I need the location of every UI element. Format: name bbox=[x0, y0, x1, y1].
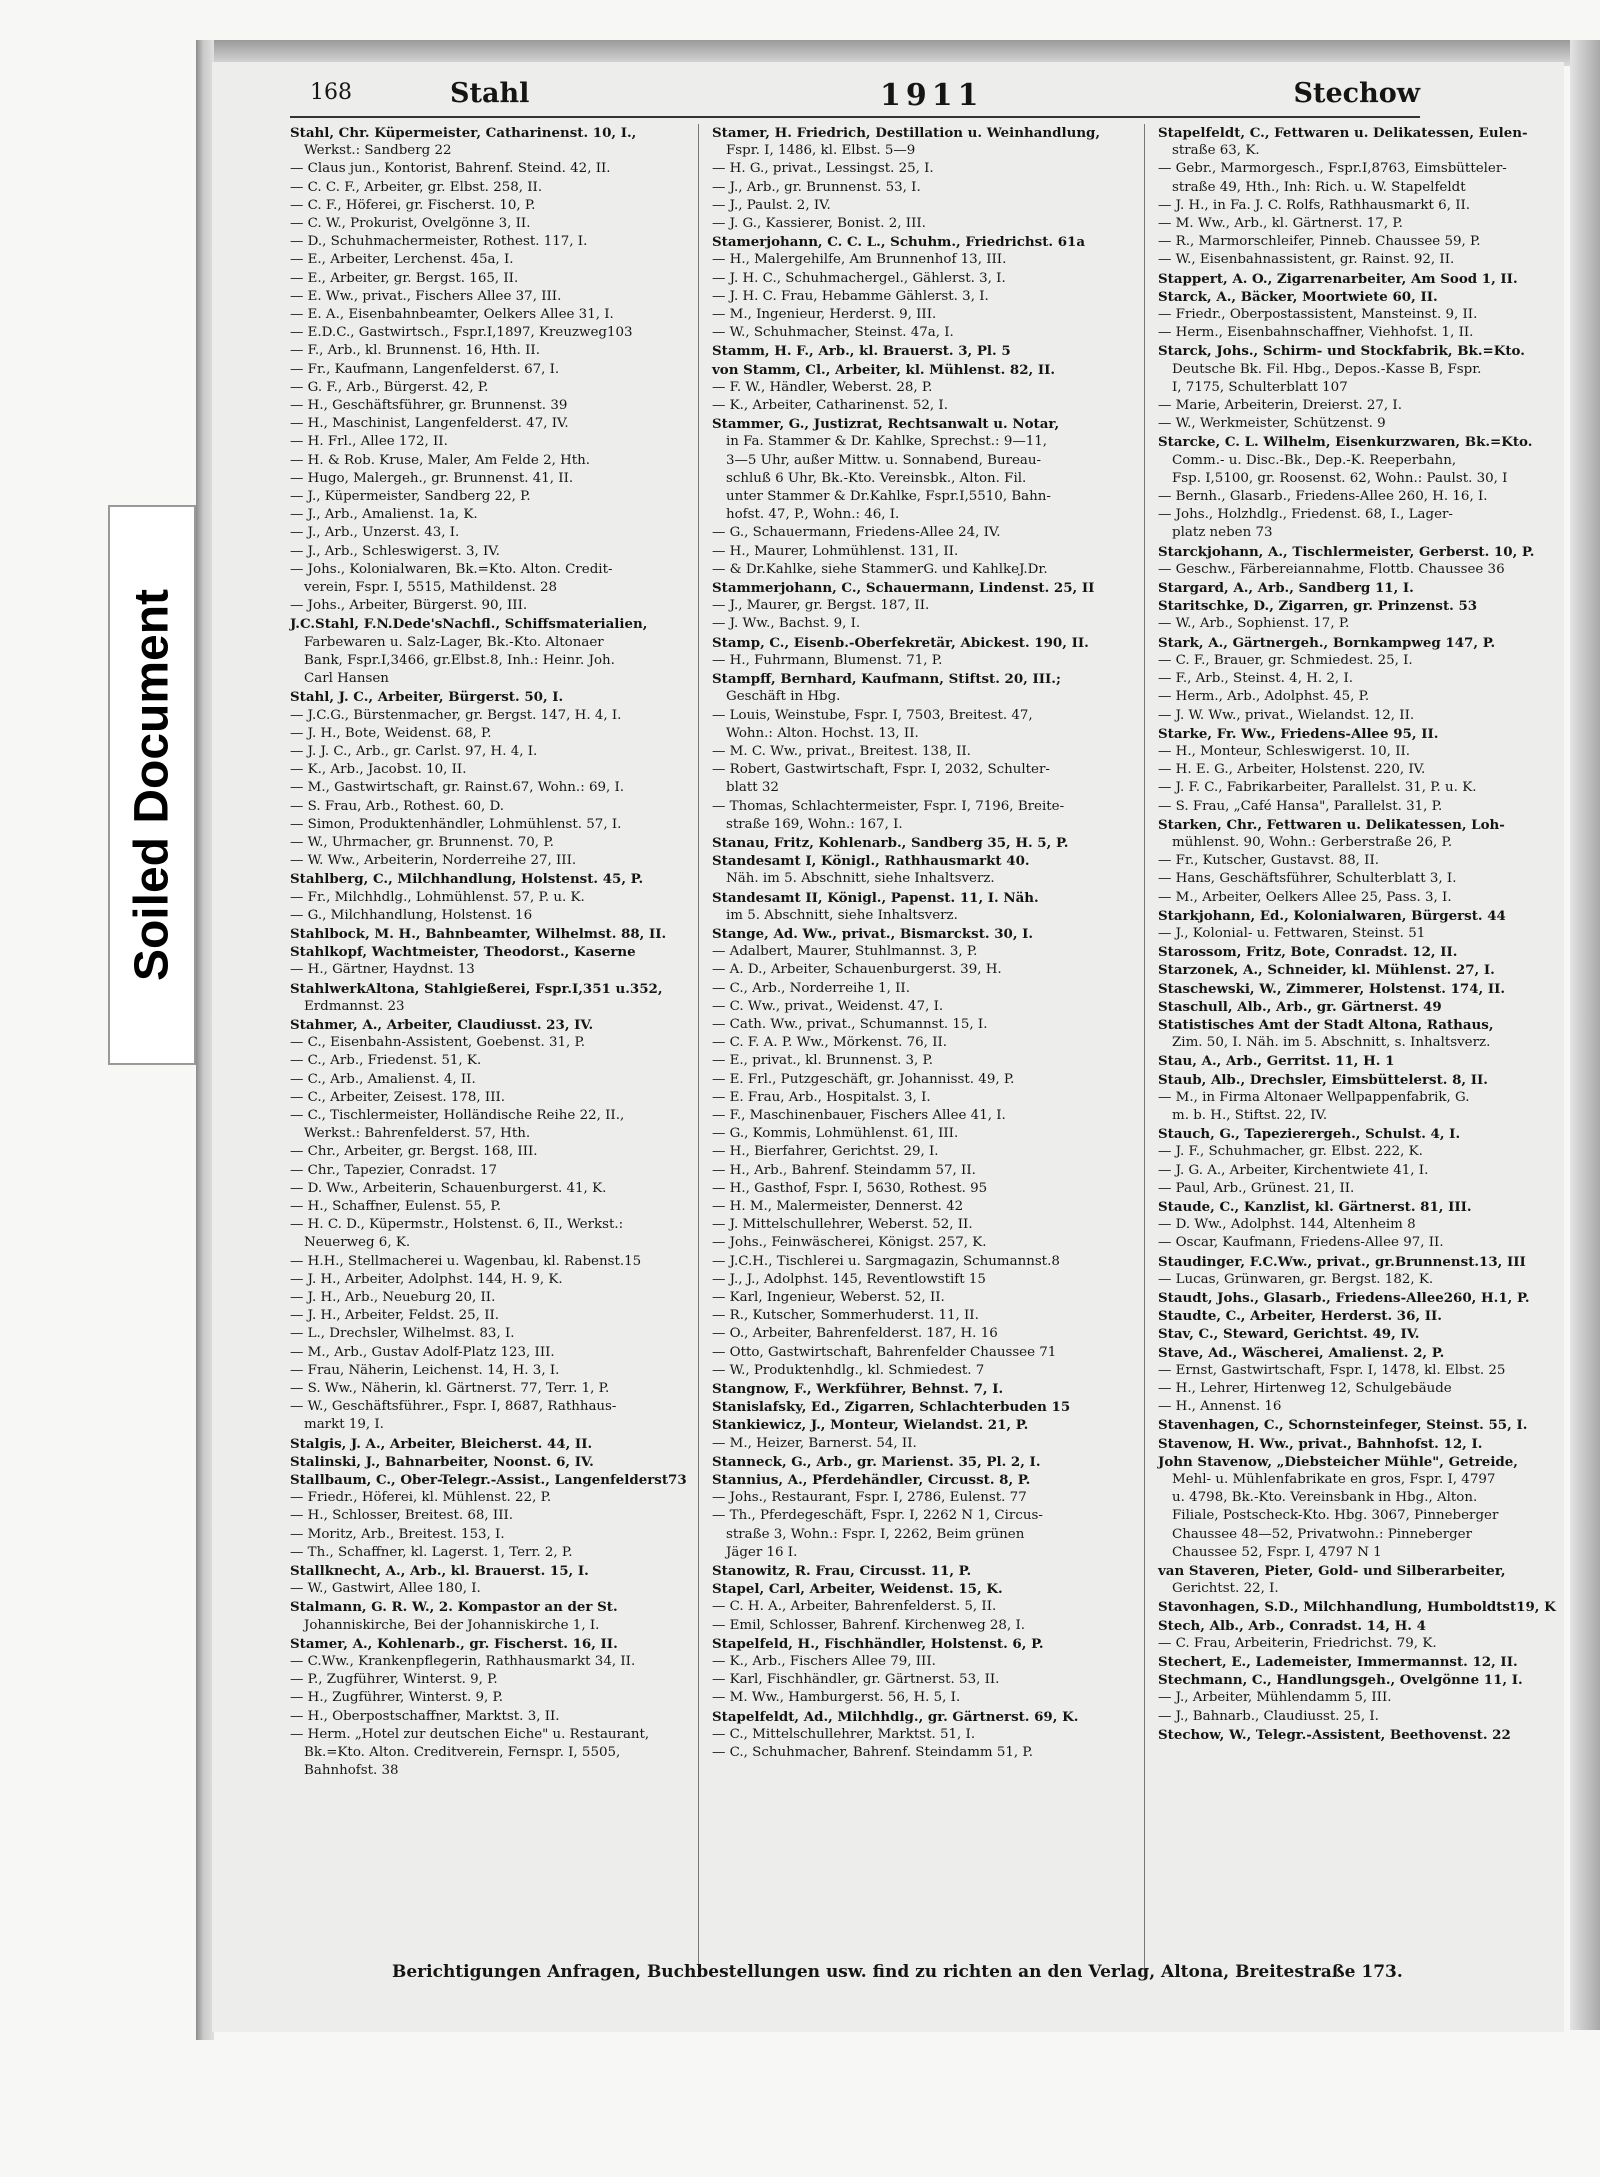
directory-entry: — Moritz, Arb., Breitest. 153, I. bbox=[290, 1526, 505, 1542]
directory-entry: Stamer, H. Friedrich, Destillation u. Weinhandlung, bbox=[712, 125, 1101, 141]
directory-entry: Staudinger, F.C.Ww., privat., gr.Brunnenst.13, III bbox=[1158, 1253, 1526, 1270]
header-rule bbox=[290, 116, 1420, 118]
directory-entry: — H., Schaffner, Eulenst. 55, P. bbox=[290, 1198, 501, 1214]
directory-entry: Starck, A., Bäcker, Moortwiete 60, II. bbox=[1158, 288, 1438, 305]
directory-entry: — C. C. F., Arbeiter, gr. Elbst. 258, II. bbox=[290, 179, 543, 195]
directory-entry: Stammerjohann, C., Schauermann, Lindenst. 25, II bbox=[712, 580, 1095, 597]
directory-entry: Stapelfeldt, C., Fettwaren u. Delikatessen, Eulen- bbox=[1158, 125, 1528, 141]
directory-entry: — H., Maschinist, Langenfelderst. 47, IV. bbox=[290, 416, 569, 432]
header-last-entry: Stechow bbox=[1293, 78, 1420, 109]
directory-entry: — R., Kutscher, Sommerhuderst. 11, II. bbox=[712, 1308, 979, 1324]
directory-entry: — Johs., Restaurant, Fspr. I, 2786, Eulenst. 77 bbox=[712, 1490, 1027, 1506]
directory-entry: — J., J., Adolphst. 145, Reventlowstift 15 bbox=[712, 1271, 986, 1287]
directory-entry: Stahlkopf, Wachtmeister, Theodorst., Kaserne bbox=[290, 944, 636, 961]
directory-entry: in Fa. Stammer & Dr. Kahlke, Sprechst.: 9—11, bbox=[726, 434, 1048, 450]
directory-entry: — W., Eisenbahnassistent, gr. Rainst. 92, II. bbox=[1158, 252, 1455, 268]
directory-entry: J.C.Stahl, F.N.Dede'sNachfl., Schiffsmaterialien, bbox=[290, 616, 648, 633]
directory-entry: — Th., Pferdegeschäft, Fspr. I, 2262 N 1, Circus- bbox=[712, 1508, 1043, 1524]
directory-entry: — Johs., Kolonialwaren, Bk.=Kto. Alton. Credit- bbox=[290, 561, 613, 577]
directory-entry: — J. H., Arb., Neueburg 20, II. bbox=[290, 1290, 496, 1305]
directory-entry: — J., Arb., gr. Brunnenst. 53, I. bbox=[712, 179, 921, 195]
directory-entry: im 5. Abschnitt, siehe Inhaltsverz. bbox=[726, 907, 958, 923]
directory-entry: Staritschke, D., Zigarren, gr. Prinzenst. 53 bbox=[1158, 598, 1478, 615]
directory-entry: — D. Ww., Arbeiterin, Schauenburgerst. 41, K. bbox=[290, 1180, 607, 1196]
directory-entry: — W., Werkmeister, Schützenst. 9 bbox=[1158, 416, 1386, 432]
directory-entry: — C., Arb., Friedenst. 51, K. bbox=[290, 1053, 482, 1069]
directory-entry: — Otto, Gastwirtschaft, Bahrenfelder Chaussee 71 bbox=[712, 1344, 1057, 1360]
directory-entry: Starzonek, A., Schneider, kl. Mühlenst. 27, I. bbox=[1158, 962, 1495, 979]
directory-entry: — J., Küpermeister, Sandberg 22, P. bbox=[290, 489, 531, 505]
directory-entry: Jäger 16 I. bbox=[726, 1544, 798, 1560]
directory-entry: — C. Frau, Arbeiterin, Friedrichst. 79, K. bbox=[1158, 1635, 1437, 1651]
directory-entry: Bank, Fspr.I,3466, gr.Elbst.8, Inh.: Heinr. Joh. bbox=[304, 652, 615, 668]
directory-entry: — Johs., Arbeiter, Bürgerst. 90, III. bbox=[290, 598, 528, 614]
directory-entry: Neuerweg 6, K. bbox=[304, 1235, 411, 1251]
directory-entry: — C.Ww., Krankenpflegerin, Rathhausmarkt 34, II. bbox=[290, 1654, 636, 1670]
directory-entry: Stalgis, J. A., Arbeiter, Bleicherst. 44, II. bbox=[290, 1435, 593, 1452]
directory-entry: — H., Lehrer, Hirtenweg 12, Schulgebäude bbox=[1158, 1381, 1452, 1397]
directory-entry: — Johs., Holzhdlg., Friedenst. 68, I., Lager- bbox=[1158, 507, 1453, 523]
directory-entry: Stahlberg, C., Milchhandlung, Holstenst. 45, P. bbox=[290, 871, 644, 888]
directory-entry: Standesamt II, Königl., Papenst. 11, I. Näh. bbox=[712, 889, 1039, 906]
directory-entry: StahlwerkAltona, Stahlgießerei, Fspr.I,351 u.352, bbox=[290, 980, 663, 997]
directory-entry: Bahnhofst. 38 bbox=[304, 1763, 399, 1779]
directory-entry: — J. F. C., Fabrikarbeiter, Parallelst. 31, P. u. K. bbox=[1158, 780, 1477, 796]
directory-entry: Stanowitz, R. Frau, Circusst. 11, P. bbox=[712, 1563, 972, 1580]
directory-column-1 bbox=[290, 124, 687, 1780]
directory-entry: — M. Ww., Hamburgerst. 56, H. 5, I. bbox=[712, 1690, 961, 1706]
directory-entry: unter Stammer & Dr.Kahlke, Fspr.I,5510, Bahn- bbox=[726, 489, 1051, 505]
directory-entry: Stapelfeld, H., Fischhändler, Holstenst. 6, P. bbox=[712, 1635, 1044, 1652]
directory-entry: — F., Maschinenbauer, Fischers Allee 41, I. bbox=[712, 1107, 1006, 1123]
directory-entry: Bk.=Kto. Alton. Creditverein, Fernspr. I, 5505, bbox=[304, 1745, 621, 1761]
directory-entry: — C., Arb., Amalienst. 4, II. bbox=[290, 1071, 476, 1087]
directory-entry: Starcke, C. L. Wilhelm, Eisenkurzwaren, Bk.=Kto. bbox=[1158, 434, 1533, 451]
directory-entry: — H., Annenst. 16 bbox=[1158, 1399, 1282, 1415]
directory-entry: Werkst.: Bahrenfelderst. 57, Hth. bbox=[304, 1126, 531, 1142]
directory-entry: Stallbaum, C., Ober-Telegr.-Assist., Langenfelderst73 bbox=[290, 1472, 687, 1489]
directory-entry: Stechert, E., Lademeister, Immermannst. 12, II. bbox=[1158, 1654, 1518, 1671]
directory-entry: — H., Bierfahrer, Gerichtst. 29, I. bbox=[712, 1144, 939, 1160]
directory-entry: — C. H. A., Arbeiter, Bahrenfelderst. 5, II. bbox=[712, 1599, 997, 1615]
directory-entry: — E., Arbeiter, gr. Bergst. 165, II. bbox=[290, 270, 519, 286]
directory-entry: — Robert, Gastwirtschaft, Fspr. I, 2032, Schulter- bbox=[712, 762, 1050, 778]
directory-entry: van Staveren, Pieter, Gold- und Silberarbeiter, bbox=[1158, 1563, 1506, 1580]
stamp-label: Soiled Document bbox=[125, 588, 179, 982]
directory-entry: — F., Arb., Steinst. 4, H. 2, I. bbox=[1158, 671, 1353, 687]
directory-entry: — J. H., in Fa. J. C. Rolfs, Rathhausmarkt 6, II. bbox=[1158, 197, 1471, 213]
directory-entry: — W., Schuhmacher, Steinst. 47a, I. bbox=[712, 325, 954, 341]
directory-entry: — Paul, Arb., Grünest. 21, II. bbox=[1158, 1180, 1355, 1196]
directory-entry: — J.C.H., Tischlerei u. Sargmagazin, Schumannst.8 bbox=[712, 1253, 1060, 1269]
directory-entry: Stanneck, G., Arb., gr. Marienst. 35, Pl. 2, I. bbox=[712, 1453, 1041, 1470]
directory-entry: — Ernst, Gastwirtschaft, Fspr. I, 1478, kl. Elbst. 25 bbox=[1158, 1362, 1506, 1378]
directory-entry: Stanau, Fritz, Kohlenarb., Sandberg 35, H. 5, P. bbox=[712, 834, 1069, 851]
directory-entry: m. b. H., Stiftst. 22, IV. bbox=[1172, 1107, 1328, 1123]
directory-entry: straße 3, Wohn.: Fspr. I, 2262, Beim grünen bbox=[726, 1526, 1025, 1542]
directory-entry: Staschewski, W., Zimmerer, Holstenst. 174, II. bbox=[1158, 980, 1506, 997]
directory-entry: Comm.- u. Disc.-Bk., Dep.-K. Reeperbahn, bbox=[1172, 452, 1457, 468]
directory-entry: — E. A., Eisenbahnbeamter, Oelkers Allee 31, I. bbox=[290, 307, 614, 323]
directory-entry: Chaussee 48—52, Privatwohn.: Pinneberger bbox=[1172, 1526, 1472, 1542]
directory-entry: — J. H., Arbeiter, Feldst. 25, II. bbox=[290, 1308, 500, 1324]
directory-entry: — J., Kolonial- u. Fettwaren, Steinst. 51 bbox=[1158, 925, 1426, 941]
directory-entry: Stave, Ad., Wäscherei, Amalienst. 2, P. bbox=[1158, 1344, 1445, 1361]
directory-entry: u. 4798, Bk.-Kto. Vereinsbank in Hbg., Alton. bbox=[1172, 1490, 1478, 1506]
directory-entry: — Oscar, Kaufmann, Friedens-Allee 97, II. bbox=[1158, 1235, 1444, 1251]
directory-entry: — J., Arbeiter, Mühlendamm 5, III. bbox=[1158, 1690, 1392, 1706]
directory-entry: — J., Arb., Amalienst. 1a, K. bbox=[290, 507, 478, 523]
directory-entry: — G., Kommis, Lohmühlenst. 61, III. bbox=[712, 1126, 959, 1142]
page-header bbox=[290, 78, 1420, 118]
directory-entry: Stallknecht, A., Arb., kl. Brauerst. 15, I. bbox=[290, 1563, 589, 1580]
directory-entry: — J. Mittelschullehrer, Weberst. 52, II. bbox=[712, 1217, 973, 1233]
directory-entry: — H., Oberpostschaffner, Marktst. 3, II. bbox=[290, 1708, 560, 1724]
directory-entry: von Stamm, Cl., Arbeiter, kl. Mühlenst. 82, II. bbox=[712, 361, 1056, 378]
directory-entry: Erdmannst. 23 bbox=[304, 998, 405, 1014]
directory-entry: — L., Drechsler, Wilhelmst. 83, I. bbox=[290, 1326, 515, 1342]
directory-entry: — Th., Schaffner, kl. Lagerst. 1, Terr. 2, P. bbox=[290, 1544, 573, 1560]
directory-entry: — Karl, Ingenieur, Weberst. 52, II. bbox=[712, 1290, 945, 1305]
directory-entry: — H., Fuhrmann, Blumenst. 71, P. bbox=[712, 652, 943, 668]
directory-entry: Stahl, Chr. Küpermeister, Catharinenst. 10, I., bbox=[290, 125, 637, 141]
directory-entry: hofst. 47, P., Wohn.: 46, I. bbox=[726, 507, 900, 523]
directory-entry: — M., Ingenieur, Herderst. 9, III. bbox=[712, 307, 937, 323]
directory-entry: Stappert, A. O., Zigarrenarbeiter, Am Sood 1, II. bbox=[1158, 270, 1518, 287]
directory-entry: — C. F. A. P. Ww., Mörkenst. 76, II. bbox=[712, 1035, 948, 1051]
directory-entry: Chaussee 52, Fspr. I, 4797 N 1 bbox=[1172, 1544, 1382, 1560]
directory-entry: — D. Ww., Adolphst. 144, Altenheim 8 bbox=[1158, 1217, 1416, 1233]
directory-entry: — Geschw., Färbereiannahme, Flottb. Chaussee 36 bbox=[1158, 561, 1505, 577]
directory-entry: Stahmer, A., Arbeiter, Claudiusst. 23, IV. bbox=[290, 1016, 594, 1033]
directory-entry: platz neben 73 bbox=[1172, 525, 1273, 541]
directory-entry: Näh. im 5. Abschnitt, siehe Inhaltsverz. bbox=[726, 871, 995, 887]
directory-entry: — E.D.C., Gastwirtsch., Fspr.I,1897, Kreuzweg103 bbox=[290, 325, 633, 341]
directory-entry: — M., Gastwirtschaft, gr. Rainst.67, Wohn.: 69, I. bbox=[290, 780, 625, 796]
directory-entry: John Stavenow, „Diebsteicher Mühle", Getreide, bbox=[1158, 1453, 1518, 1470]
directory-entry: markt 19, I. bbox=[304, 1417, 384, 1433]
directory-entry: Stahl, J. C., Arbeiter, Bürgerst. 50, I. bbox=[290, 689, 564, 706]
directory-entry: — C., Schuhmacher, Bahrenf. Steindamm 51, P. bbox=[712, 1745, 1033, 1761]
directory-entry: — J. H., Arbeiter, Adolphst. 144, H. 9, K. bbox=[290, 1271, 563, 1287]
directory-entry: straße 49, Hth., Inh: Rich. u. W. Stapelfeldt bbox=[1172, 179, 1466, 195]
directory-entry: — J. Ww., Bachst. 9, I. bbox=[712, 616, 861, 632]
directory-entry: — Claus jun., Kontorist, Bahrenf. Steind. 42, II. bbox=[290, 161, 611, 177]
directory-entry: I, 7175, Schulterblatt 107 bbox=[1172, 379, 1348, 395]
directory-entry: — G. F., Arb., Bürgerst. 42, P. bbox=[290, 379, 489, 395]
directory-entry: — M. Ww., Arb., kl. Gärtnerst. 17, P. bbox=[1158, 216, 1403, 232]
directory-entry: — H., Arb., Bahrenf. Steindamm 57, II. bbox=[712, 1162, 976, 1178]
directory-entry: straße 169, Wohn.: 167, I. bbox=[726, 816, 903, 832]
directory-entry: — C., Arb., Norderreihe 1, II. bbox=[712, 980, 910, 996]
directory-entry: — J. F., Schuhmacher, gr. Elbst. 222, K. bbox=[1158, 1144, 1423, 1160]
directory-entry: — C. F., Höferei, gr. Fischerst. 10, P. bbox=[290, 197, 536, 213]
directory-entry: Starke, Fr. Ww., Friedens-Allee 95, II. bbox=[1158, 725, 1439, 742]
directory-entry: — Simon, Produktenhändler, Lohmühlenst. 57, I. bbox=[290, 816, 622, 832]
directory-entry: Stau, A., Arb., Gerritst. 11, H. 1 bbox=[1158, 1053, 1395, 1070]
directory-entry: Staub, Alb., Drechsler, Eimsbüttelerst. 8, II. bbox=[1158, 1071, 1488, 1088]
directory-entry: Starckjohann, A., Tischlermeister, Gerberst. 10, P. bbox=[1158, 543, 1535, 560]
directory-entry: Geschäft in Hbg. bbox=[726, 689, 841, 705]
directory-entry: Stammer, G., Justizrat, Rechtsanwalt u. Notar, bbox=[712, 416, 1060, 433]
directory-entry: Stavenhagen, C., Schornsteinfeger, Steinst. 55, I. bbox=[1158, 1417, 1528, 1434]
directory-entry: — M., Arb., Gustav Adolf-Platz 123, III. bbox=[290, 1344, 555, 1360]
directory-entry: — Herm., Eisenbahnschaffner, Viehhofst. 1, II. bbox=[1158, 325, 1474, 341]
directory-entry: Johanniskirche, Bei der Johanniskirche 1, I. bbox=[304, 1617, 600, 1633]
directory-entry: — J. G. A., Arbeiter, Kirchentwiete 41, I. bbox=[1158, 1162, 1429, 1178]
directory-entry: Stamp, C., Eisenb.-Oberfekretär, Abickest. 190, II. bbox=[712, 634, 1089, 651]
directory-entry: Starossom, Fritz, Bote, Conradst. 12, II. bbox=[1158, 944, 1458, 961]
directory-entry: — E. Frau, Arb., Hospitalst. 3, I. bbox=[712, 1089, 931, 1105]
directory-entry: — J., Arb., Schleswigerst. 3, IV. bbox=[290, 543, 500, 559]
directory-entry: — Herm. „Hotel zur deutschen Eiche" u. Restaurant, bbox=[290, 1726, 650, 1742]
directory-entry: — H., Monteur, Schleswigerst. 10, II. bbox=[1158, 743, 1411, 759]
directory-entry: — J. H., Bote, Weidenst. 68, P. bbox=[290, 725, 492, 741]
directory-entry: Stapel, Carl, Arbeiter, Weidenst. 15, K. bbox=[712, 1581, 1003, 1598]
directory-entry: — & Dr.Kahlke, siehe StammerG. und KahlkeJ.Dr. bbox=[712, 561, 1048, 577]
directory-entry: Stavonhagen, S.D., Milchhandlung, Humboldtst19, K bbox=[1158, 1599, 1556, 1616]
directory-column-2 bbox=[712, 124, 1130, 1762]
directory-entry: Stark, A., Gärtnergeh., Bornkampweg 147, P. bbox=[1158, 634, 1496, 651]
directory-entry: — H.H., Stellmacherei u. Wagenbau, kl. Rabenst.15 bbox=[290, 1253, 642, 1269]
directory-entry: schluß 6 Uhr, Bk.-Kto. Vereinsbk., Alton. Fil. bbox=[726, 470, 1027, 486]
directory-entry: Stauch, G., Tapezierergeh., Schulst. 4, I. bbox=[1158, 1126, 1461, 1143]
publisher-footer: Berichtigungen Anfragen, Buchbestellungen usw. find zu richten an den Verlag, Altona, Breitestraße 173. bbox=[392, 1962, 1403, 1982]
directory-entry: Standesamt I, Königl., Rathhausmarkt 40. bbox=[712, 853, 1030, 870]
directory-entry: — Louis, Weinstube, Fspr. I, 7503, Breitest. 47, bbox=[712, 707, 1033, 723]
directory-entry: blatt 32 bbox=[726, 780, 779, 796]
directory-entry: — J. G., Kassierer, Bonist. 2, III. bbox=[712, 216, 926, 232]
directory-entry: — C., Mittelschullehrer, Marktst. 51, I. bbox=[712, 1726, 976, 1742]
directory-entry: — A. D., Arbeiter, Schauenburgerst. 39, H. bbox=[712, 962, 1002, 978]
directory-entry: — Friedr., Höferei, kl. Mühlenst. 22, P. bbox=[290, 1490, 552, 1506]
directory-entry: — W., Uhrmacher, gr. Brunnenst. 70, P. bbox=[290, 834, 554, 850]
directory-entry: — J. H. C., Schuhmachergel., Gählerst. 3, I. bbox=[712, 270, 1006, 286]
directory-entry: — Fr., Kutscher, Gustavst. 88, II. bbox=[1158, 853, 1379, 869]
directory-entry: Stankiewicz, J., Monteur, Wielandst. 21, P. bbox=[712, 1417, 1029, 1434]
directory-entry: — J. J. C., Arb., gr. Carlst. 97, H. 4, I. bbox=[290, 743, 538, 759]
directory-entry: — Chr., Arbeiter, gr. Bergst. 168, III. bbox=[290, 1144, 538, 1160]
directory-entry: Starck, Johs., Schirm- und Stockfabrik, Bk.=Kto. bbox=[1158, 343, 1525, 360]
directory-entry: Stalmann, G. R. W., 2. Kompastor an der St. bbox=[290, 1599, 618, 1616]
directory-entry: — Adalbert, Maurer, Stuhlmannst. 3, P. bbox=[712, 944, 978, 960]
directory-entry: Stannius, A., Pferdehändler, Circusst. 8, P. bbox=[712, 1472, 1031, 1489]
directory-entry: Stampff, Bernhard, Kaufmann, Stiftst. 20, III.; bbox=[712, 671, 1061, 688]
directory-entry: — Emil, Schlosser, Bahrenf. Kirchenweg 28, I. bbox=[712, 1617, 1026, 1633]
directory-entry: — H. M., Malermeister, Dennerst. 42 bbox=[712, 1198, 964, 1214]
directory-entry: Stav, C., Steward, Gerichtst. 49, IV. bbox=[1158, 1326, 1420, 1343]
directory-entry: — O., Arbeiter, Bahrenfelderst. 187, H. 16 bbox=[712, 1326, 998, 1342]
directory-entry: — J., Arb., Unzerst. 43, I. bbox=[290, 525, 460, 541]
directory-entry: — Friedr., Oberpostassistent, Mansteinst. 9, II. bbox=[1158, 307, 1478, 323]
directory-entry: Staudt, Johs., Glasarb., Friedens-Allee260, H.1, P. bbox=[1158, 1290, 1530, 1306]
directory-entry: — H., Geschäftsführer, gr. Brunnenst. 39 bbox=[290, 398, 568, 414]
directory-entry: — E., privat., kl. Brunnenst. 3, P. bbox=[712, 1053, 934, 1069]
directory-entry: Staschull, Alb., Arb., gr. Gärtnerst. 49 bbox=[1158, 998, 1442, 1015]
directory-entry: — H., Gärtner, Haydnst. 13 bbox=[290, 962, 475, 978]
directory-entry: Stamerjohann, C. C. L., Schuhm., Friedrichst. 61a bbox=[712, 234, 1086, 251]
directory-entry: 3—5 Uhr, außer Mittw. u. Sonnabend, Bureau- bbox=[726, 452, 1042, 468]
scan-right-edge bbox=[1570, 40, 1600, 2030]
directory-entry: straße 63, K. bbox=[1172, 143, 1260, 159]
directory-entry: — E. Ww., privat., Fischers Allee 37, III. bbox=[290, 288, 562, 304]
directory-entry: Wohn.: Alton. Hochst. 13, II. bbox=[726, 725, 919, 741]
directory-entry: — C., Eisenbahn-Assistent, Goebenst. 31, P. bbox=[290, 1035, 586, 1051]
directory-entry: — S. Ww., Näherin, kl. Gärtnerst. 77, Terr. 1, P. bbox=[290, 1381, 610, 1397]
directory-entry: Stechow, W., Telegr.-Assistent, Beethovenst. 22 bbox=[1158, 1726, 1511, 1743]
directory-entry: Staude, C., Kanzlist, kl. Gärtnerst. 81, III. bbox=[1158, 1198, 1472, 1215]
directory-entry: Stamer, A., Kohlenarb., gr. Fischerst. 16, II. bbox=[290, 1635, 618, 1652]
directory-entry: Gerichtst. 22, I. bbox=[1172, 1581, 1279, 1597]
directory-entry: — J. W. Ww., privat., Wielandst. 12, II. bbox=[1158, 707, 1415, 723]
directory-entry: — H., Maurer, Lohmühlenst. 131, II. bbox=[712, 543, 959, 559]
directory-entry: — H., Zugführer, Winterst. 9, P. bbox=[290, 1690, 504, 1706]
directory-entry: — G., Schauermann, Friedens-Allee 24, IV. bbox=[712, 525, 1001, 541]
directory-entry: — Hans, Geschäftsführer, Schulterblatt 3, I. bbox=[1158, 871, 1457, 887]
directory-entry: Filiale, Postscheck-Kto. Hbg. 3067, Pinneberger bbox=[1172, 1508, 1499, 1524]
directory-entry: — D., Schuhmachermeister, Rothest. 117, I. bbox=[290, 234, 588, 250]
directory-entry: — Fr., Milchhdlg., Lohmühlenst. 57, P. u. K. bbox=[290, 889, 585, 905]
directory-entry: Werkst.: Sandberg 22 bbox=[304, 143, 452, 159]
directory-entry: — C. Ww., privat., Weidenst. 47, I. bbox=[712, 998, 944, 1014]
directory-entry: — E. Frl., Putzgeschäft, gr. Johannisst. 49, P. bbox=[712, 1071, 1015, 1087]
directory-entry: — C. W., Prokurist, Ovelgönne 3, II. bbox=[290, 216, 531, 232]
directory-entry: — H. E. G., Arbeiter, Holstenst. 220, IV. bbox=[1158, 762, 1426, 778]
directory-entry: — W., Geschäftsführer., Fspr. I, 8687, Rathhaus- bbox=[290, 1399, 617, 1415]
directory-entry: — J. H. C. Frau, Hebamme Gählerst. 3, I. bbox=[712, 288, 989, 304]
directory-entry: — Johs., Feinwäscherei, Königst. 257, K. bbox=[712, 1235, 987, 1251]
directory-entry: Carl Hansen bbox=[304, 671, 389, 687]
directory-entry: — Karl, Fischhändler, gr. Gärtnerst. 53, II. bbox=[712, 1672, 1000, 1688]
directory-entry: — C. F., Brauer, gr. Schmiedest. 25, I. bbox=[1158, 652, 1413, 668]
directory-entry: — C., Tischlermeister, Holländische Reihe 22, II., bbox=[290, 1107, 625, 1123]
directory-entry: — K., Arb., Fischers Allee 79, III. bbox=[712, 1654, 936, 1670]
directory-entry: — S. Frau, Arb., Rothest. 60, D. bbox=[290, 798, 504, 814]
directory-entry: — M. C. Ww., privat., Breitest. 138, II. bbox=[712, 743, 971, 759]
directory-entry: Statistisches Amt der Stadt Altona, Rathaus, bbox=[1158, 1016, 1494, 1033]
directory-entry: — Bernh., Glasarb., Friedens-Allee 260, H. 16, I. bbox=[1158, 489, 1488, 505]
directory-entry: — J., Paulst. 2, IV. bbox=[712, 197, 831, 213]
directory-entry: — P., Zugführer, Winterst. 9, P. bbox=[290, 1672, 498, 1688]
directory-entry: — Chr., Tapezier, Conradst. 17 bbox=[290, 1162, 497, 1178]
header-year: 1911 bbox=[880, 78, 984, 113]
directory-entry: Fspr. I, 1486, kl. Elbst. 5—9 bbox=[726, 143, 916, 159]
directory-entry: Stangnow, F., Werkführer, Behnst. 7, I. bbox=[712, 1381, 1004, 1398]
directory-entry: — W., Arb., Sophienst. 17, P. bbox=[1158, 616, 1350, 632]
directory-entry: — H., Malergehilfe, Am Brunnenhof 13, III. bbox=[712, 252, 1007, 268]
directory-entry: mühlenst. 90, Wohn.: Gerberstraße 26, P. bbox=[1172, 834, 1453, 850]
directory-entry: Stanislafsky, Ed., Zigarren, Schlachterbuden 15 bbox=[712, 1399, 1071, 1416]
header-first-entry: Stahl bbox=[450, 78, 530, 109]
directory-entry: Stalinski, J., Bahnarbeiter, Noonst. 6, IV. bbox=[290, 1453, 594, 1470]
directory-entry: verein, Fspr. I, 5515, Mathildenst. 28 bbox=[304, 580, 557, 596]
directory-entry: — Hugo, Malergeh., gr. Brunnenst. 41, II. bbox=[290, 470, 574, 486]
directory-entry: — C., Arbeiter, Zeisest. 178, III. bbox=[290, 1089, 506, 1105]
directory-entry: — E., Arbeiter, Lerchenst. 45a, I. bbox=[290, 252, 514, 268]
directory-entry: Stange, Ad. Ww., privat., Bismarckst. 30, I. bbox=[712, 925, 1034, 942]
directory-entry: — Herm., Arb., Adolphst. 45, P. bbox=[1158, 689, 1370, 705]
directory-entry: — W., Gastwirt, Allee 180, I. bbox=[290, 1581, 481, 1597]
directory-entry: — G., Milchhandlung, Holstenst. 16 bbox=[290, 907, 533, 923]
directory-entry: Starkjohann, Ed., Kolonialwaren, Bürgerst. 44 bbox=[1158, 907, 1506, 924]
directory-entry: — H., Gasthof, Fspr. I, 5630, Rothest. 95 bbox=[712, 1180, 988, 1196]
directory-entry: Mehl- u. Mühlenfabrikate en gros, Fspr. I, 4797 bbox=[1172, 1472, 1496, 1488]
directory-entry: Stechmann, C., Handlungsgeh., Ovelgönne 11, I. bbox=[1158, 1672, 1523, 1689]
directory-entry: — H. Frl., Allee 172, II. bbox=[290, 434, 448, 450]
directory-entry: — Frau, Näherin, Leichenst. 14, H. 3, I. bbox=[290, 1362, 560, 1378]
directory-entry: Stargard, A., Arb., Sandberg 11, I. bbox=[1158, 580, 1414, 597]
directory-entry: Stech, Alb., Arb., Conradst. 14, H. 4 bbox=[1158, 1617, 1426, 1634]
directory-entry: Fsp. I,5100, gr. Roosenst. 62, Wohn.: Paulst. 30, I bbox=[1172, 470, 1508, 486]
directory-entry: — Thomas, Schlachtermeister, Fspr. I, 7196, Breite- bbox=[712, 798, 1065, 814]
directory-entry: — M., in Firma Altonaer Wellpappenfabrik, G. bbox=[1158, 1089, 1470, 1105]
directory-entry: — Fr., Kaufmann, Langenfelderst. 67, I. bbox=[290, 361, 560, 377]
directory-entry: — Lucas, Grünwaren, gr. Bergst. 182, K. bbox=[1158, 1271, 1434, 1287]
directory-entry: — H. G., privat., Lessingst. 25, I. bbox=[712, 161, 934, 177]
directory-entry: — Gebr., Marmorgesch., Fspr.I,8763, Eimsbütteler- bbox=[1158, 161, 1507, 177]
directory-entry: Starken, Chr., Fettwaren u. Delikatessen, Loh- bbox=[1158, 816, 1505, 833]
directory-entry: — W., Produktenhdlg., kl. Schmiedest. 7 bbox=[712, 1362, 985, 1378]
directory-entry: — H., Schlosser, Breitest. 68, III. bbox=[290, 1508, 514, 1524]
directory-entry: Stavenow, H. Ww., privat., Bahnhofst. 12, I. bbox=[1158, 1435, 1483, 1452]
directory-entry: Deutsche Bk. Fil. Hbg., Depos.-Kasse B, Fspr. bbox=[1172, 361, 1482, 377]
directory-entry: — R., Marmorschleifer, Pinneb. Chaussee 59, P. bbox=[1158, 234, 1481, 250]
directory-entry: — Marie, Arbeiterin, Dreierst. 27, I. bbox=[1158, 398, 1402, 414]
directory-entry: — H. C. D., Küpermstr., Holstenst. 6, II., Werkst.: bbox=[290, 1217, 624, 1233]
directory-entry: Stamm, H. F., Arb., kl. Brauerst. 3, Pl. 5 bbox=[712, 343, 1011, 360]
directory-entry: — H. & Rob. Kruse, Maler, Am Felde 2, Hth. bbox=[290, 452, 591, 468]
directory-entry: — K., Arb., Jacobst. 10, II. bbox=[290, 762, 467, 778]
directory-entry: — M., Heizer, Barnerst. 54, II. bbox=[712, 1435, 917, 1451]
directory-column-3 bbox=[1158, 124, 1556, 1744]
column-divider bbox=[1144, 124, 1145, 1974]
directory-entry: — M., Arbeiter, Oelkers Allee 25, Pass. 3, I. bbox=[1158, 889, 1452, 905]
directory-entry: — S. Frau, „Café Hansa", Parallelst. 31, P. bbox=[1158, 798, 1443, 814]
directory-entry: — J., Maurer, gr. Bergst. 187, II. bbox=[712, 598, 930, 614]
directory-entry: Zim. 50, I. Näh. im 5. Abschnitt, s. Inhaltsverz. bbox=[1172, 1035, 1491, 1051]
column-divider bbox=[698, 124, 699, 1974]
directory-entry: — K., Arbeiter, Catharinenst. 52, I. bbox=[712, 398, 948, 414]
directory-entry: — F. W., Händler, Weberst. 28, P. bbox=[712, 379, 933, 395]
page-number: 168 bbox=[310, 80, 352, 105]
directory-entry: Staudte, C., Arbeiter, Herderst. 36, II. bbox=[1158, 1308, 1442, 1325]
soiled-document-stamp bbox=[108, 505, 196, 1065]
directory-entry: — J., Bahnarb., Claudiusst. 25, I. bbox=[1158, 1708, 1379, 1724]
directory-entry: — W. Ww., Arbeiterin, Norderreihe 27, III. bbox=[290, 853, 577, 869]
directory-entry: — Cath. Ww., privat., Schumannst. 15, I. bbox=[712, 1016, 988, 1032]
directory-entry: — J.C.G., Bürstenmacher, gr. Bergst. 147, H. 4, I. bbox=[290, 707, 622, 723]
directory-entry: Stahlbock, M. H., Bahnbeamter, Wilhelmst. 88, II. bbox=[290, 925, 667, 942]
directory-entry: Farbewaren u. Salz-Lager, Bk.-Kto. Altonaer bbox=[304, 634, 604, 650]
directory-entry: Stapelfeldt, Ad., Milchhdlg., gr. Gärtnerst. 69, K. bbox=[712, 1708, 1079, 1725]
directory-entry: — F., Arb., kl. Brunnenst. 16, Hth. II. bbox=[290, 343, 540, 359]
